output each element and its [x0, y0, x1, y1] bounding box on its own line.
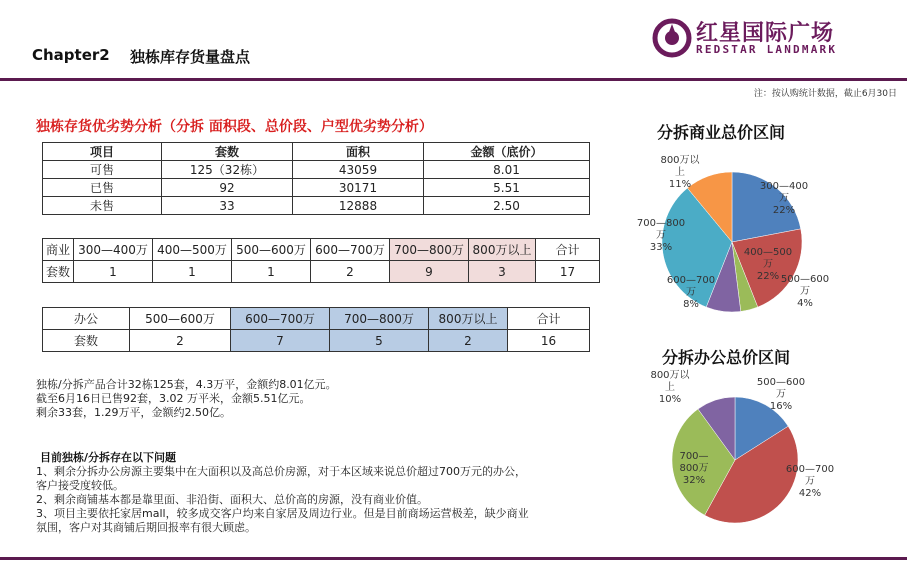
chart-title-office: 分拆办公总价区间: [662, 348, 791, 367]
table-cell: 700—800万: [330, 308, 429, 330]
table-cell: 商业: [43, 239, 74, 261]
table-cell: 套数: [43, 330, 130, 352]
issue-line: 1、剩余分拆办公房源主要集中在大面积以及高总价房源，对于本区域来说总价超过700万元的办公，: [36, 465, 526, 478]
table-row: [43, 179, 590, 197]
footer-divider: [0, 557, 907, 560]
header-divider: [0, 78, 907, 81]
commercial-table: [42, 238, 600, 283]
issues-title: 目前独栋/分拆存在以下问题: [40, 451, 177, 464]
logo-text-cn: 红星国际广场: [696, 21, 835, 46]
inventory-table: [42, 142, 590, 215]
pie-label: 700—800 万 33%: [636, 218, 686, 253]
pie-label: 800万以上 11%: [660, 155, 700, 190]
page-title: 独栋库存货量盘点: [130, 48, 251, 66]
pie-label: 500—600 万 4%: [780, 274, 830, 309]
table-cell: 已售: [43, 179, 162, 197]
chart-title-commercial: 分拆商业总价区间: [657, 123, 786, 142]
table-cell: 可售: [43, 161, 162, 179]
table-row: [43, 261, 600, 283]
office-table: [42, 307, 590, 352]
table-cell: 2: [311, 261, 390, 283]
table-cell: 700—800万: [390, 239, 469, 261]
table-row: [43, 330, 590, 352]
table-cell: 92: [162, 179, 293, 197]
pie-label: 600—700 万 42%: [785, 464, 835, 499]
commercial-pie-chart: [625, 145, 865, 335]
section-title: 独栋存货优劣势分析（分拆 面积段、总价段、户型优劣势分析）: [36, 119, 433, 135]
pie-label: 400—500 万 22%: [743, 247, 793, 282]
table-cell: 1: [74, 261, 153, 283]
table-cell: 1: [153, 261, 232, 283]
table-header-cell: 项目: [43, 143, 162, 161]
table-cell: 办公: [43, 308, 130, 330]
table-cell: 8.01: [424, 161, 590, 179]
table-cell: 33: [162, 197, 293, 215]
table-cell: 9: [390, 261, 469, 283]
table-row: [43, 197, 590, 215]
logo-text-en: REDSTAR LANDMARK: [696, 43, 838, 56]
chapter-label: Chapter2: [32, 46, 110, 64]
table-cell: 800万以上: [429, 308, 508, 330]
table-header-cell: 面积: [293, 143, 424, 161]
table-cell: 2: [130, 330, 231, 352]
issue-line: 2、剩余商铺基本都是靠里面、非沿街、面积大、总价高的房源，没有商业价值。: [36, 493, 428, 506]
table-cell: 7: [231, 330, 330, 352]
table-cell: 43059: [293, 161, 424, 179]
pie-label: 500—600 万 16%: [756, 377, 806, 412]
pie-label: 800万以上 10%: [650, 370, 690, 405]
pie-label: 300—400 万 22%: [759, 181, 809, 216]
table-cell: 30171: [293, 179, 424, 197]
data-note: 注：按认购统计数据，截止6月30日: [753, 89, 897, 99]
issue-line: 3、项目主要依托家居mall，较多成交客户均来自家居及周边行业。但是目前商场运营极差，缺少商业: [36, 507, 529, 520]
table-cell: 500—600万: [130, 308, 231, 330]
table-cell: 300—400万: [74, 239, 153, 261]
table-header-row: [43, 143, 590, 161]
table-cell: 套数: [43, 261, 74, 283]
table-row: [43, 308, 590, 330]
issue-line: 氛围，客户对其商铺后期回报率有很大顾虑。: [36, 521, 256, 534]
logo: [652, 16, 892, 60]
summary-line: 独栋/分拆产品合计32栋125套，4.3万平，金额约8.01亿元。: [36, 378, 337, 391]
table-cell: 合计: [508, 308, 590, 330]
pie-label: 600—700 万 8%: [666, 275, 716, 310]
logo-icon: [652, 18, 692, 58]
table-cell: 2: [429, 330, 508, 352]
table-cell: 400—500万: [153, 239, 232, 261]
table-header-cell: 金额（底价）: [424, 143, 590, 161]
table-cell: 500—600万: [232, 239, 311, 261]
table-header-cell: 套数: [162, 143, 293, 161]
pie-label: 700— 800万 32%: [679, 451, 709, 486]
office-pie-chart: [625, 368, 865, 548]
issues-list: [36, 465, 636, 535]
table-cell: 16: [508, 330, 590, 352]
table-cell: 600—700万: [311, 239, 390, 261]
table-cell: 合计: [536, 239, 600, 261]
issue-line: 客户接受度较低。: [36, 479, 124, 492]
table-cell: 5.51: [424, 179, 590, 197]
table-cell: 800万以上: [469, 239, 536, 261]
header: [0, 0, 907, 83]
table-cell: 12888: [293, 197, 424, 215]
summary-text: [36, 378, 337, 420]
table-cell: 125（32栋）: [162, 161, 293, 179]
summary-line: 剩余33套，1.29万平，金额约2.50亿。: [36, 406, 231, 419]
table-cell: 2.50: [424, 197, 590, 215]
table-cell: 17: [536, 261, 600, 283]
table-cell: 未售: [43, 197, 162, 215]
table-cell: 600—700万: [231, 308, 330, 330]
table-row: [43, 161, 590, 179]
table-row: [43, 239, 600, 261]
table-cell: 1: [232, 261, 311, 283]
table-cell: 3: [469, 261, 536, 283]
summary-line: 截至6月16日已售92套，3.02 万平米，金额5.51亿元。: [36, 392, 311, 405]
table-cell: 5: [330, 330, 429, 352]
